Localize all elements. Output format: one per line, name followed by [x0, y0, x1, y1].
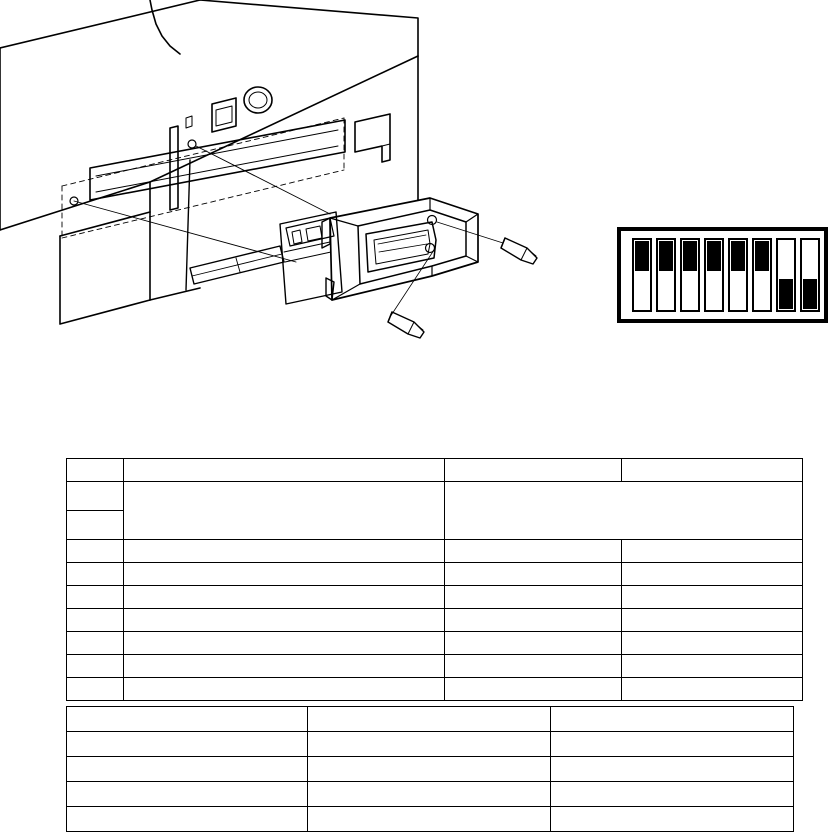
- table-cell: [308, 807, 551, 832]
- table-row: [67, 707, 794, 732]
- table-cell: [308, 757, 551, 782]
- table-cell: [124, 563, 445, 586]
- table-cell: [445, 586, 622, 609]
- table-cell: [551, 782, 794, 807]
- table-row: [67, 459, 803, 482]
- table-row: [67, 807, 794, 832]
- table-cell: [67, 707, 308, 732]
- table-cell: [445, 632, 622, 655]
- table-cell: [67, 511, 124, 540]
- table-cell: [67, 655, 124, 678]
- table-row: [67, 586, 803, 609]
- table-cell: [445, 678, 622, 701]
- table-cell: [124, 459, 445, 482]
- table-cell: [445, 540, 622, 563]
- table-cell: [445, 482, 803, 540]
- dip-switch-block[interactable]: [615, 225, 830, 325]
- table-cell: [67, 609, 124, 632]
- table-cell: [67, 563, 124, 586]
- table-cell: [551, 732, 794, 757]
- table-cell: [622, 540, 803, 563]
- table-row: [67, 540, 803, 563]
- table-row: [67, 632, 803, 655]
- table-cell: [308, 707, 551, 732]
- table-cell: [67, 632, 124, 655]
- table-cell: [622, 459, 803, 482]
- table-cell: [622, 586, 803, 609]
- table-cell: [445, 609, 622, 632]
- table-row: [67, 563, 803, 586]
- table-cell: [622, 655, 803, 678]
- printer-rear-interface-illustration: [0, 0, 600, 360]
- table-cell: [67, 782, 308, 807]
- table-row: [67, 732, 794, 757]
- table-cell: [124, 586, 445, 609]
- table-cell: [308, 782, 551, 807]
- table-row: [67, 782, 794, 807]
- table-cell: [551, 707, 794, 732]
- table-cell: [124, 609, 445, 632]
- table-cell: [622, 563, 803, 586]
- table-cell: [67, 540, 124, 563]
- table-cell: [124, 540, 445, 563]
- table-cell: [67, 459, 124, 482]
- table-cell: [67, 482, 124, 511]
- table-cell: [124, 632, 445, 655]
- table-row: [67, 609, 803, 632]
- specification-table: [66, 706, 794, 832]
- table-cell: [622, 678, 803, 701]
- table-cell: [445, 459, 622, 482]
- table-cell: [124, 655, 445, 678]
- table-cell: [551, 757, 794, 782]
- table-cell: [308, 732, 551, 757]
- table-row: [67, 678, 803, 701]
- table-cell: [124, 678, 445, 701]
- table-cell: [622, 632, 803, 655]
- table-row: [67, 655, 803, 678]
- table-cell: [551, 807, 794, 832]
- table-cell: [67, 807, 308, 832]
- table-row: [67, 757, 794, 782]
- table-cell: [67, 678, 124, 701]
- table-cell: [445, 655, 622, 678]
- pin-assignment-table: [66, 458, 803, 701]
- table-row: [67, 482, 803, 511]
- table-cell: [622, 609, 803, 632]
- table-cell: [67, 586, 124, 609]
- table-cell: [67, 732, 308, 757]
- table-cell: [67, 757, 308, 782]
- table-cell: [445, 563, 622, 586]
- table-cell: [124, 482, 445, 540]
